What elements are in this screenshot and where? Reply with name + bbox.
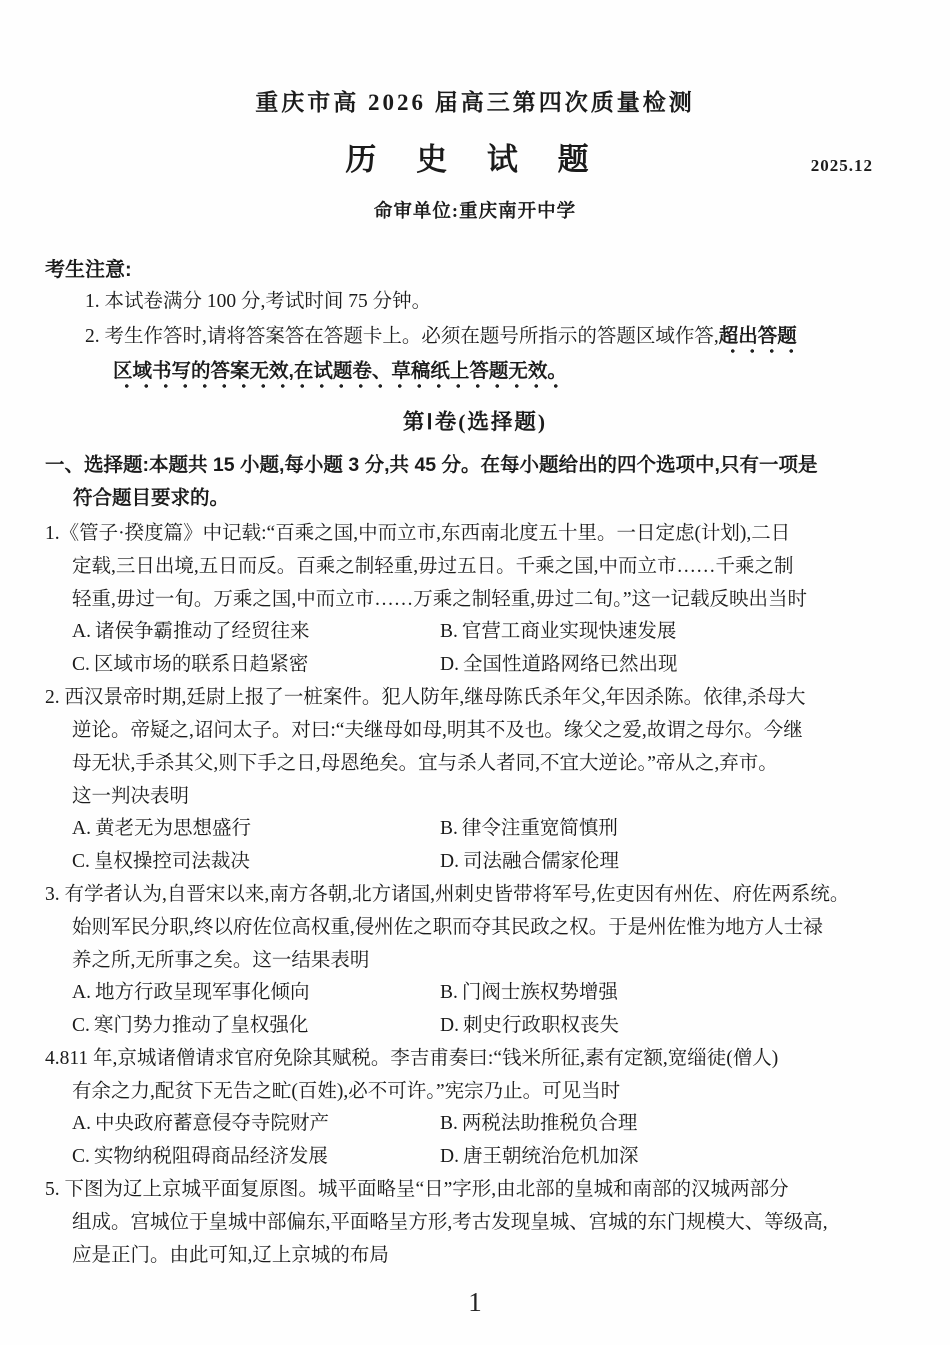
question-2 — [45, 681, 905, 878]
stem-line: 1.《管子·揆度篇》中记载:“百乘之国,中而立市,东西南北度五十里。一日定虑(计划),二日 — [45, 523, 791, 544]
notice-heading: 考生注意: — [45, 259, 132, 281]
subject-title-row — [45, 138, 905, 182]
option-b: B. 门阀士族权势增强 — [440, 982, 618, 1003]
notice-item-2 — [85, 319, 905, 389]
notice-item-2-emphasis: 超出答题 — [719, 325, 797, 354]
issuer-line: 命审单位:重庆南开中学 — [373, 202, 577, 222]
section1-instruction-line1: 一、选择题:本题共 15 小题,每小题 3 分,共 45 分。在每小题给出的四个选项中,只有一项是 — [45, 454, 818, 476]
part1-title: 第Ⅰ卷(选择题) — [402, 410, 548, 434]
stem-line: 这一判决表明 — [72, 786, 190, 807]
stem-line: 4.811 年,京城诸僧请求官府免除其赋税。李吉甫奏曰:“钱米所征,素有定额,宽缁徒(僧人) — [45, 1048, 779, 1069]
option-c: C. 实物纳税阻碍商品经济发展 — [72, 1145, 328, 1167]
option-a: A. 诸侯争霸推动了经贸往来 — [72, 621, 310, 642]
page-number: 1 — [468, 1287, 482, 1317]
stem-line: 轻重,毋过一旬。万乘之国,中而立市……万乘之制轻重,毋过二旬。”这一记载反映出当时 — [72, 589, 808, 610]
stem-line: 2. 西汉景帝时期,廷尉上报了一桩案件。犯人防年,继母陈氏杀年父,年因杀陈。依律,杀母大 — [45, 687, 806, 708]
stem-line: 有余之力,配贫下无告之甿(百姓),必不可许。”宪宗乃止。可见当时 — [72, 1081, 621, 1102]
option-d: D. 刺史行政职权丧失 — [440, 1014, 619, 1036]
section1-instructions — [45, 449, 905, 515]
question-3-options — [72, 977, 905, 1042]
question-1-options — [72, 616, 905, 681]
question-3 — [45, 878, 905, 1042]
question-1 — [45, 517, 905, 681]
option-a: A. 中央政府蓄意侵夺寺院财产 — [72, 1113, 329, 1134]
notice-item-2-text: 2. 考生作答时,请将答案答在答题卡上。必须在题号所指示的答题区域作答, — [85, 326, 719, 347]
exam-title: 重庆市高 2026 届高三第四次质量检测 — [255, 90, 695, 115]
question-5 — [45, 1173, 905, 1272]
option-d: D. 唐王朝统治危机加深 — [440, 1145, 639, 1167]
option-d: D. 全国性道路网络已然出现 — [440, 653, 678, 675]
option-d: D. 司法融合儒家伦理 — [440, 850, 619, 872]
option-c: C. 寒门势力推动了皇权强化 — [72, 1014, 309, 1036]
stem-line: 3. 有学者认为,自晋宋以来,南方各朝,北方诸国,州刺史皆带将军号,佐吏因有州佐、府佐两系统。 — [45, 884, 850, 905]
section1-instruction-line2: 符合题目要求的。 — [73, 487, 230, 509]
question-4-stem — [45, 1042, 905, 1108]
question-4 — [45, 1042, 905, 1173]
stem-line: 始则军民分职,终以府佐位高权重,侵州佐之职而夺其民政之权。于是州佐惟为地方人士禄 — [72, 917, 823, 938]
stem-line: 养之所,无所事之矣。这一结果表明 — [72, 950, 370, 971]
option-c: C. 皇权操控司法裁决 — [72, 850, 250, 872]
stem-line: 定载,三日出境,五日而反。百乘之制轻重,毋过五日。千乘之国,中而立市……千乘之制 — [72, 556, 794, 577]
stem-line: 应是正门。由此可知,辽上京城的布局 — [72, 1245, 389, 1266]
stem-line: 母无状,手杀其父,则下手之日,母恩绝矣。宜与杀人者同,不宜大逆论。”帝从之,弃市。 — [72, 753, 778, 774]
option-b: B. 官营工商业实现快速发展 — [440, 621, 677, 642]
notice-item-2-line2: 区域书写的答案无效,在试题卷、草稿纸上答题无效。 — [113, 354, 905, 389]
option-b: B. 两税法助推税负合理 — [440, 1113, 638, 1134]
stem-line: 逆论。帝疑之,诏问太子。对曰:“夫继母如母,明其不及也。缘父之爱,故谓之母尔。今继 — [72, 720, 803, 741]
option-c: C. 区域市场的联系日趋紧密 — [72, 653, 309, 675]
question-2-stem — [45, 681, 905, 813]
question-5-stem — [45, 1173, 905, 1272]
stem-line: 组成。宫城位于皇城中部偏东,平面略呈方形,考古发现皇城、宫城的东门规模大、等级高, — [72, 1212, 828, 1233]
option-b: B. 律令注重宽简慎刑 — [440, 818, 618, 839]
question-2-options — [72, 813, 905, 878]
subject-title: 历 史 试 题 — [345, 142, 605, 177]
question-3-stem — [45, 878, 905, 977]
paper-header — [45, 88, 905, 229]
question-1-stem — [45, 517, 905, 616]
option-a: A. 地方行政呈现军事化倾向 — [72, 982, 310, 1003]
question-4-options — [72, 1108, 905, 1173]
exam-date: 2025.12 — [810, 156, 873, 175]
notice-item-1: 1. 本试卷满分 100 分,考试时间 75 分钟。 — [85, 291, 432, 312]
stem-line: 5. 下图为辽上京城平面复原图。城平面略呈“日”字形,由北部的皇城和南部的汉城两部分 — [45, 1179, 789, 1200]
option-a: A. 黄老无为思想盛行 — [72, 818, 251, 839]
candidate-notice — [45, 255, 905, 389]
